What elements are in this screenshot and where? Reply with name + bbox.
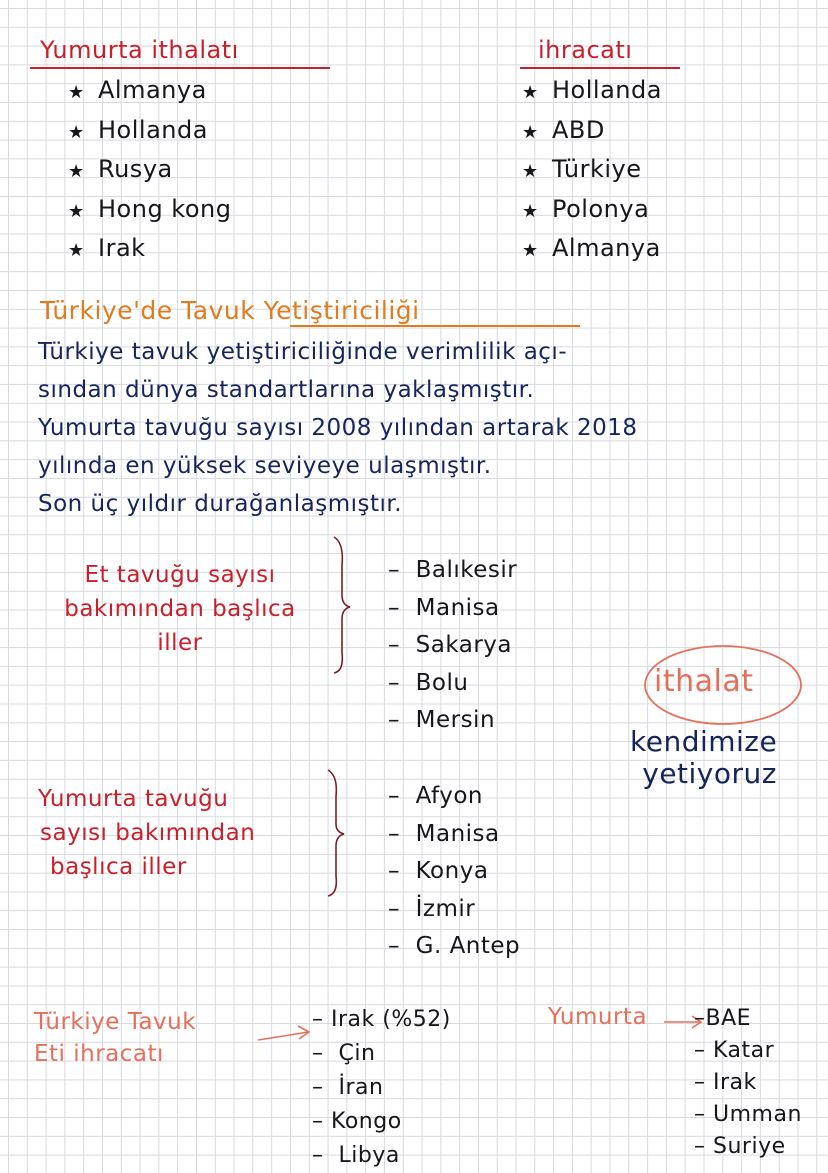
broiler-list bbox=[388, 552, 517, 740]
star-icon: ★ bbox=[68, 161, 85, 182]
poultry-title-underline bbox=[290, 325, 580, 327]
layer-item: – G. Antep bbox=[388, 933, 521, 959]
export-title: ihracatı bbox=[538, 36, 633, 64]
broiler-item: – Manisa bbox=[388, 594, 500, 621]
import-title-underline bbox=[30, 67, 330, 69]
chicken-export-list bbox=[312, 1003, 451, 1173]
export-item: ★ Hollanda bbox=[522, 72, 662, 112]
export-list bbox=[522, 72, 662, 270]
layer-item: – Konya bbox=[388, 858, 489, 884]
layer-item: – İzmir bbox=[388, 895, 476, 922]
export-item: ★ ABD bbox=[522, 112, 662, 152]
star-icon: ★ bbox=[68, 82, 85, 103]
paragraph-line: Türkiye tavuk yetiştiriciliğinde verimlilik açı- bbox=[38, 339, 568, 365]
star-icon: ★ bbox=[68, 240, 85, 261]
paragraph-line: sından dünya standartlarına yaklaşmıştır. bbox=[38, 377, 535, 403]
export-title-underline bbox=[520, 67, 680, 69]
layer-item: – Manisa bbox=[388, 820, 500, 847]
broiler-item: – Sakarya bbox=[388, 632, 512, 658]
broiler-item: – Mersin bbox=[388, 707, 496, 733]
paragraph-line: yılında en yüksek seviyeye ulaşmıştır. bbox=[38, 453, 492, 479]
chicken-export-arrow-icon bbox=[256, 1020, 316, 1050]
import-item: ★ Hollanda bbox=[68, 112, 231, 152]
import-item: ★ Hong kong bbox=[68, 191, 231, 231]
egg-export-list bbox=[694, 1003, 802, 1163]
layer-list bbox=[388, 778, 520, 966]
paragraph-line: Yumurta tavuğu sayısı 2008 yılından artarak 2018 bbox=[38, 415, 638, 441]
chicken-export-item: – İran bbox=[312, 1075, 384, 1100]
star-icon: ★ bbox=[522, 121, 539, 143]
star-icon: ★ bbox=[522, 82, 539, 103]
circled-word: ithalat bbox=[654, 664, 754, 699]
egg-export-item: – Umman bbox=[694, 1102, 802, 1127]
layer-label: Yumurta tavuğu sayısı bakımından başlıca iller bbox=[38, 786, 256, 880]
side-note-text: kendimize yetiyoruz bbox=[630, 725, 778, 790]
import-item: ★ Irak bbox=[68, 230, 231, 270]
import-item: ★ Almanya bbox=[68, 72, 231, 112]
broiler-label: Et tavuğu sayısı bakımından başlıca iller bbox=[64, 562, 296, 656]
egg-export-item: – Irak bbox=[694, 1070, 757, 1095]
star-icon: ★ bbox=[522, 200, 539, 222]
poultry-paragraph bbox=[38, 333, 638, 523]
poultry-title: Türkiye'de Tavuk Yetiştiriciliği bbox=[40, 296, 420, 325]
layer-brace bbox=[322, 768, 352, 898]
egg-export-item: – Katar bbox=[694, 1038, 775, 1063]
export-item: ★ Türkiye bbox=[522, 151, 662, 191]
chicken-export-item: – Libya bbox=[312, 1143, 400, 1168]
import-title: Yumurta ithalatı bbox=[40, 36, 239, 64]
egg-export-item: –BAE bbox=[694, 1006, 752, 1031]
chicken-export-item: – Irak (%52) bbox=[312, 1007, 451, 1032]
chicken-export-item: – Kongo bbox=[312, 1109, 402, 1134]
import-list bbox=[68, 72, 231, 270]
star-icon: ★ bbox=[68, 200, 85, 222]
broiler-brace bbox=[328, 535, 358, 675]
chicken-export-label: Türkiye Tavuk Eti ihracatı bbox=[34, 1009, 197, 1067]
egg-export-item: – Suriye bbox=[694, 1134, 786, 1159]
broiler-item: – Bolu bbox=[388, 669, 469, 696]
import-item: ★ Rusya bbox=[68, 151, 231, 191]
layer-item: – Afyon bbox=[388, 783, 483, 809]
star-icon: ★ bbox=[522, 240, 539, 261]
export-item: ★ Almanya bbox=[522, 230, 662, 270]
export-item: ★ Polonya bbox=[522, 191, 662, 231]
broiler-item: – Balıkesir bbox=[388, 557, 518, 583]
paragraph-line: Son üç yıldır durağanlaşmıştır. bbox=[38, 491, 403, 517]
star-icon: ★ bbox=[68, 121, 85, 143]
egg-export-label: Yumurta bbox=[548, 1004, 648, 1030]
star-icon: ★ bbox=[522, 161, 539, 182]
chicken-export-item: – Çin bbox=[312, 1041, 376, 1066]
